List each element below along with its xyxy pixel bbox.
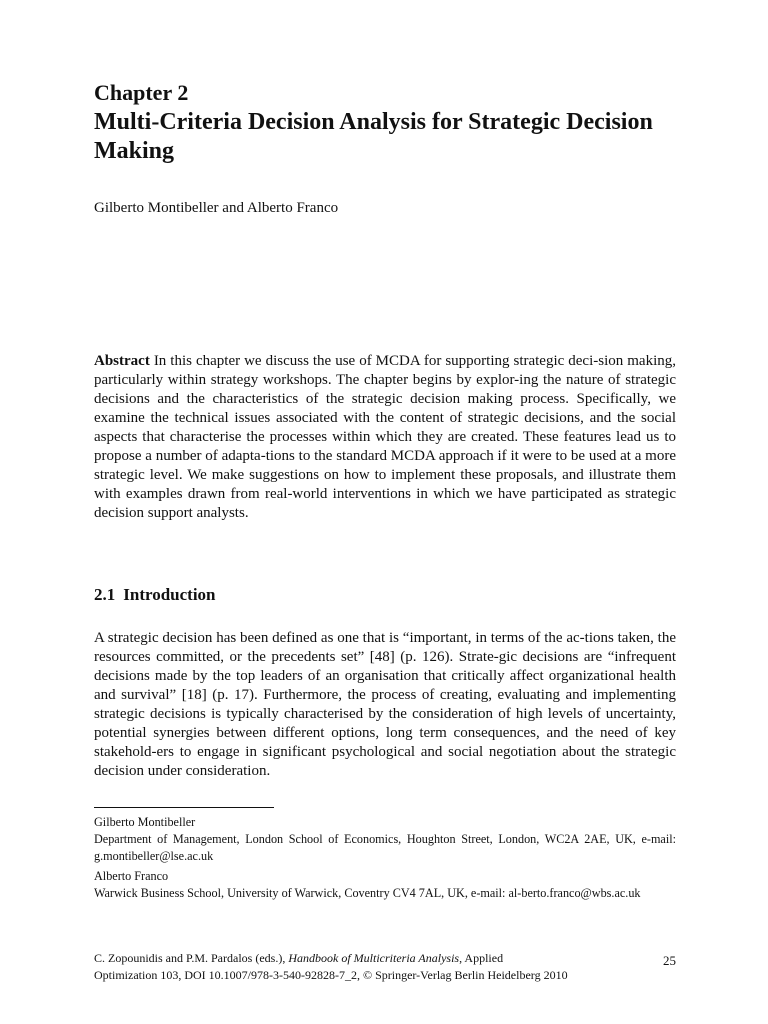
citation-book: Handbook of Multicriteria Analysis: [288, 951, 460, 965]
affiliation-details: Department of Management, London School of Economics, Houghton Street, London, WC2A 2AE, UK, e-mail: g.montibeller@lse.ac.uk: [94, 832, 676, 863]
citation-prefix: C. Zopounidis and P.M. Pardalos (eds.),: [94, 951, 289, 965]
affiliation-name: Alberto Franco: [94, 869, 169, 883]
chapter-title: Multi-Criteria Decision Analysis for Strategic Decision Making: [94, 109, 653, 164]
citation-line-2: Optimization 103, DOI 10.1007/978-3-540-92828-7_2, © Springer-Verlag Berlin Heidelberg 2010: [94, 968, 568, 982]
section-heading: [94, 584, 216, 606]
section-title: Introduction: [123, 585, 216, 604]
section-number: 2.1: [94, 585, 116, 604]
affiliation-name: Gilberto Montibeller: [94, 815, 196, 829]
chapter-authors: Gilberto Montibeller and Alberto Franco: [94, 200, 339, 216]
intro-paragraph: A strategic decision has been defined as one that is “important, in terms of the ac-tions taken, the resources committed, or the precedents set” [48] (p. 126). Strate-gic decisions are “infrequent decisions made by the top leaders of an organisation that critically affect organizational health and survival” [18] (p. 17). Furthermore, the process of creating, evaluating and implementing strategic decisions is typically characterised by the consideration of high levels of uncertainty, potential synergies between different options, long term consequences, and the need of key stakehold-ers to engage in significant psychological and social negotiation about the strategic decision under consideration.: [94, 630, 676, 779]
affiliation-details: Warwick Business School, University of Warwick, Coventry CV4 7AL, UK, e-mail: al-berto.franco@wbs.ac.uk: [94, 886, 641, 900]
citation-suffix: , Applied: [459, 951, 504, 965]
citation-line-1: [94, 950, 654, 967]
footnote-rule: [94, 807, 274, 808]
page-number: 25: [663, 953, 676, 968]
abstract-text: In this chapter we discuss the use of MCDA for supporting strategic deci-sion making, particularly within strategy workshops. The chapter begins by explor-ing the nature of strategic decisions and the characteristics of the strategic decision making process. Specifically, we examine the technical issues associated with the content of strategic decisions, and the social aspects that characterise the processes within which they are created. These features lead us to propose a number of adapta-tions to the standard MCDA approach if it were to be used at a more strategic level. We make suggestions on how to implement these proposals, and illustrate them with examples drawn from real-world interventions in which we have participated as strategic decision support analysts.: [94, 353, 676, 521]
citation-footer: [94, 950, 676, 984]
affiliation-montibeller: [94, 814, 676, 865]
chapter-label: Chapter 2: [94, 80, 189, 105]
abstract-label: Abstract: [94, 353, 150, 369]
affiliation-franco: [94, 868, 676, 902]
abstract: [94, 352, 676, 523]
